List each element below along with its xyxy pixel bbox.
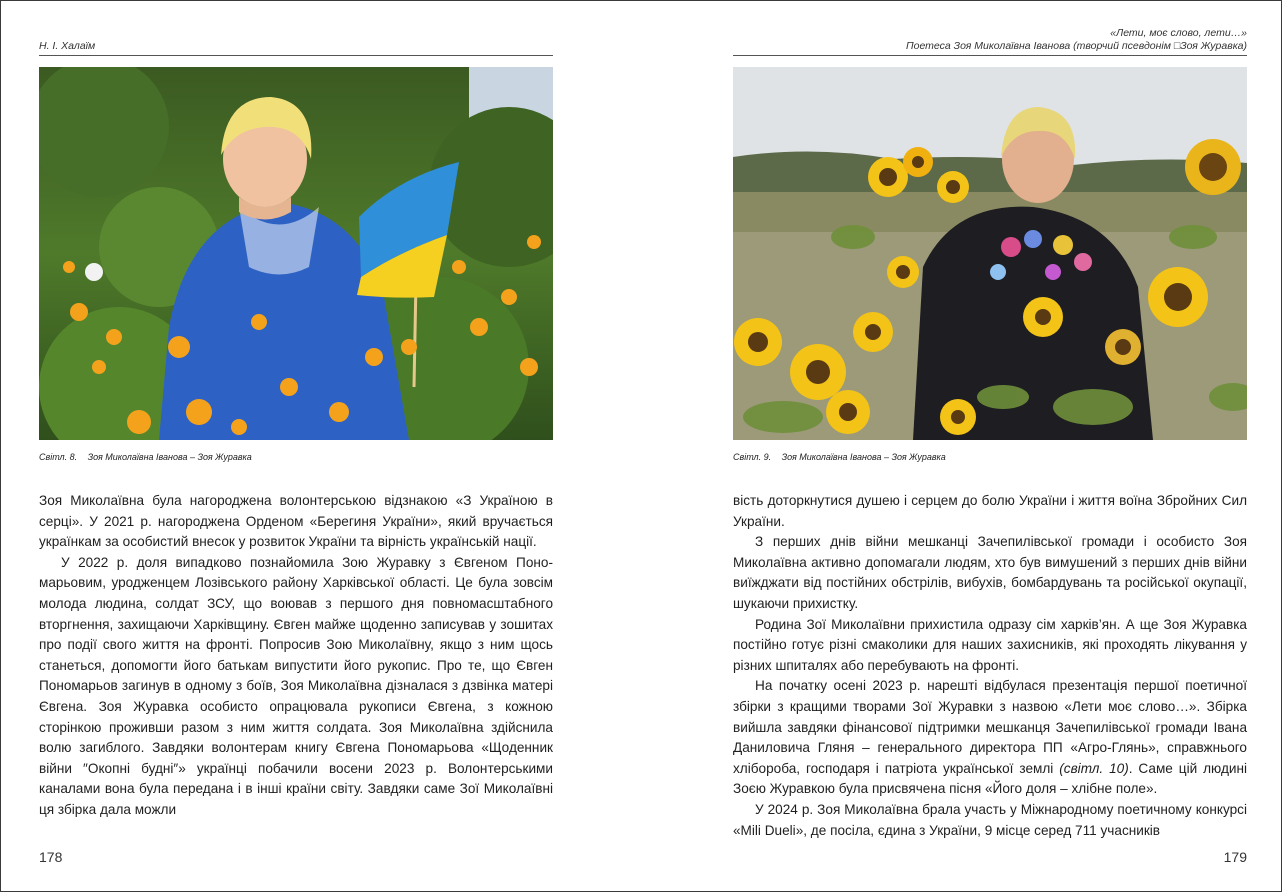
paragraph: У 2022 р. доля випадково познайомила Зою Журавку з Євгеном Пономарьовим, уродженцем Лозівського району Харківської області. Це була зовсім молода людина, солдат ЗСУ, що воював з першого дня повномасштабного вторгнення, захищаючи Харківщину. Євген майже щоденно записував у зошитах про події свого життя на фронті. Попросив Зою Миколаївну, якщо з ним щось станеться, допомогти його батькам випустити його рукопис. Про те, що Євген Пономарьов загинув в одному з боїв, Зоя Миколаївна дізналася з дзвінка матері Євгена. Зоя Журавка особисто опрацювала рукописи Євгена, з кожною сторінкою проживши разом з ним життя солдата. Зоя Миколаївна здійснила волю загиблого. Завдяки волонтерам книгу Євгена Пономарьова «Щоденник війни ″Окопні будні″» українці побачили восени 2023 р. Волонтерськими каналами вона була передана і в інші країни світу. Завдяки саме Зої Миколаївні ця збірка дала можли xyxy=(39,554,553,817)
photo-woman-with-sunflowers xyxy=(733,67,1247,440)
photo-image xyxy=(39,67,553,440)
paragraph: Зоя Миколаївна була нагороджена волонтерською відзнакою «З Україною в серці». У 2021 р. нагороджена Орденом «Берегиня України», який вручається українкам за особистий внесок у розвиток України та вірність українській нації. xyxy=(39,493,553,550)
paragraph xyxy=(733,676,1247,800)
figure-caption xyxy=(39,452,252,462)
photo-image xyxy=(733,67,1247,440)
figure-caption xyxy=(733,452,946,462)
figure-caption-text: Зоя Миколаївна Іванова – Зоя Журавка xyxy=(87,452,252,462)
header-rule xyxy=(39,55,553,56)
running-header-subtitle: Поетеса Зоя Миколаївна Іванова (творчий псевдонім □Зоя Журавка) xyxy=(906,40,1247,52)
figure-label: Світл. 9. xyxy=(733,452,772,462)
paragraph: Родина Зої Миколаївни прихистила одразу сім харків’ян. А ще Зоя Журавка постійно готує різні смаколики для наших захисників, які проходять лікування у різних шпиталях або перебувають на фронті. xyxy=(733,616,1247,673)
figure-label: Світл. 8. xyxy=(39,452,78,462)
paragraph-text: На початку осені 2023 р. нарешті відбулася презентація першої поетичної збірки з кращими творами Зої Журавки з назвою «Лети моє слово…». Збірка вийшла завдяки фінансової підтримки мешканця Зачепилівської громади Івана Даниловича Гляня – генерального директора ПП «Агро-Глянь», справжнього хлібороба, господаря і патріота української землі xyxy=(733,678,1247,776)
paragraph-text: . Саме цій людині Зоєю Журавкою була присвячена пісня «Його доля – хлібне поле». xyxy=(733,760,1248,797)
figure-caption-text: Зоя Миколаївна Іванова – Зоя Журавка xyxy=(781,452,946,462)
running-header-title: «Лети, моє слово, лети…» xyxy=(1110,27,1247,39)
paragraph: З перших днів війни мешканці Зачепилівської громади і особисто Зоя Миколаївна активно допомагали людям, хто був вимушений з перших днів війни виїжджати від постійних обстрілів, вибухів, бомбардувань та російської окупації, шукаючи прихистку. xyxy=(733,534,1247,611)
page-number: 179 xyxy=(1223,849,1247,865)
figure-reference: (світл. 10) xyxy=(1059,760,1129,776)
page-number: 178 xyxy=(39,849,63,865)
photo-woman-with-flag xyxy=(39,67,553,440)
header-rule xyxy=(733,55,1247,56)
body-text xyxy=(733,491,1247,841)
paragraph: У 2024 р. Зоя Миколаївна брала участь у Міжнародному поетичному конкурсі «Mili Dueli», де посіла, єдина з України, 9 місце серед 711 учасників xyxy=(733,801,1247,838)
paragraph: вість доторкнутися душею і серцем до болю України і життя воїна Збройних Сил України. xyxy=(733,493,1247,529)
body-text xyxy=(39,491,553,821)
right-page xyxy=(733,1,1247,891)
running-header-left: Н. І. Халаїм xyxy=(39,40,96,52)
left-page xyxy=(39,1,553,891)
